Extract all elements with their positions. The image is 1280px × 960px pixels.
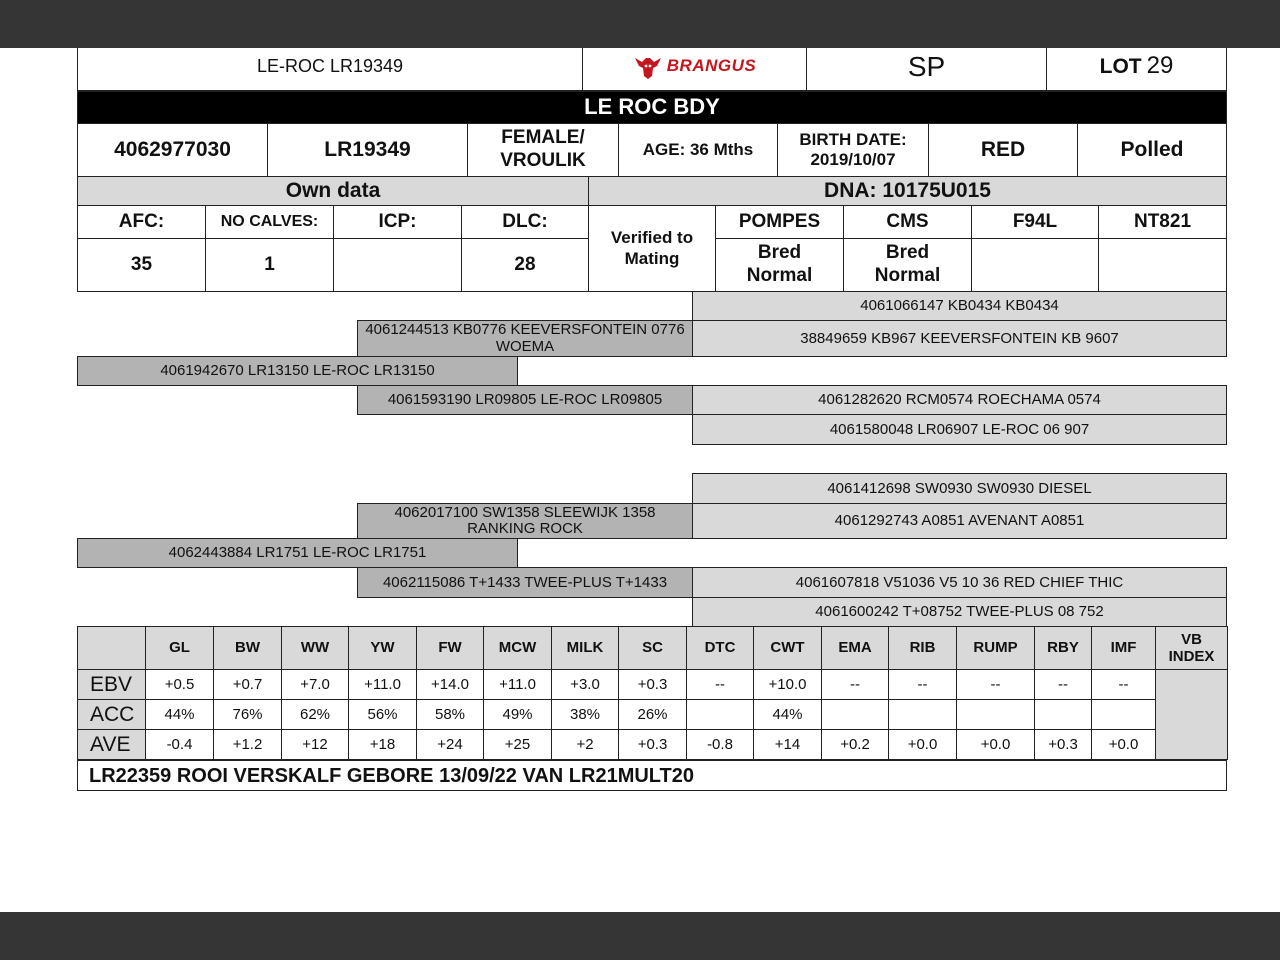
ave-cell: +0.0 — [889, 730, 957, 760]
ave-cell: +1.2 — [214, 730, 282, 760]
age-cell — [618, 123, 778, 177]
age: AGE: 36 Mths — [642, 139, 754, 159]
ave-cell: +14 — [754, 730, 822, 760]
ebv-cell: -- — [822, 670, 889, 700]
brand-logo-cell — [582, 48, 807, 91]
bull-head-icon — [633, 54, 663, 80]
pedigree-sire-sire-dam: 38849659 KB967 KEEVERSFONTEIN KB 9607 — [692, 320, 1227, 357]
verified-line1: Verified to — [610, 228, 694, 248]
pedigree-sire-dam-sire: 4061282620 RCM0574 ROECHAMA 0574 — [692, 385, 1227, 415]
vb-index-header: VB INDEX — [1156, 627, 1228, 670]
acc-row — [78, 700, 1228, 730]
ebv-table — [77, 626, 1228, 760]
ave-cell: +0.3 — [619, 730, 687, 760]
column-header: WW — [282, 627, 349, 670]
dna-header — [588, 176, 1227, 206]
acc-cell: 49% — [484, 700, 552, 730]
dna-test-name: NT821 — [1098, 205, 1227, 239]
row-label: AVE — [78, 730, 146, 760]
ave-row — [78, 730, 1228, 760]
ave-cell: +0.2 — [822, 730, 889, 760]
afc-label: AFC: — [118, 210, 165, 232]
column-header: MCW — [484, 627, 552, 670]
horn-status: Polled — [1120, 138, 1184, 162]
dna-test-name: F94L — [971, 205, 1099, 239]
pedigree-sire-dam: 4061593190 LR09805 LE-ROC LR09805 — [357, 385, 693, 415]
column-header: RIB — [889, 627, 957, 670]
dlc-value: 28 — [514, 253, 536, 275]
ebv-cell: +11.0 — [484, 670, 552, 700]
pedigree-dam-dam-dam: 4061600242 T+08752 TWEE-PLUS 08 752 — [692, 597, 1227, 627]
pedigree-sire-dam-dam: 4061580048 LR06907 LE-ROC 06 907 — [692, 414, 1227, 445]
grade: SP — [907, 50, 946, 82]
animal-id: 4062977030 — [114, 138, 231, 162]
acc-cell: 62% — [282, 700, 349, 730]
icp-label: ICP: — [378, 210, 417, 232]
own-data-title: Own data — [285, 179, 381, 203]
lot-number: 29 — [1146, 52, 1174, 80]
ebv-cell: +14.0 — [417, 670, 484, 700]
pedigree-dam-dam: 4062115086 T+1433 TWEE-PLUS T+1433 — [357, 567, 693, 598]
ebv-cell: -- — [957, 670, 1035, 700]
ave-cell: +0.0 — [957, 730, 1035, 760]
ebv-row — [78, 670, 1228, 700]
animal-tag-cell — [267, 123, 468, 177]
seller-id: LE-ROC LR19349 — [256, 55, 404, 76]
pedigree-dam-sire-sire: 4061412698 SW0930 SW0930 DIESEL — [692, 473, 1227, 504]
acc-cell: 38% — [552, 700, 619, 730]
column-header: IMF — [1092, 627, 1156, 670]
color-cell — [928, 123, 1078, 177]
column-header: YW — [349, 627, 417, 670]
ebv-cell: -- — [1035, 670, 1092, 700]
dna-title: DNA: 10175U015 — [824, 179, 991, 203]
calves-value: 1 — [264, 253, 275, 275]
seller-id-cell — [77, 48, 583, 91]
acc-cell — [1092, 700, 1156, 730]
pedigree-sire-sire-sire: 4061066147 KB0434 KB0434 — [692, 291, 1227, 321]
note-cell — [77, 760, 1227, 791]
animal-tag: LR19349 — [324, 138, 411, 162]
horn-cell — [1077, 123, 1227, 177]
corner-cell — [78, 627, 146, 670]
grade-cell — [806, 48, 1047, 91]
ebv-cell: -- — [1092, 670, 1156, 700]
acc-cell: 44% — [754, 700, 822, 730]
ave-cell: +25 — [484, 730, 552, 760]
birth-date: 2019/10/07 — [810, 150, 896, 169]
dna-test-name: POMPES — [715, 205, 844, 239]
verified-cell — [588, 205, 716, 292]
viewer-bottom-bar — [0, 912, 1280, 960]
dna-test-result — [971, 238, 1099, 292]
column-header: BW — [214, 627, 282, 670]
afc-value-cell — [77, 238, 206, 292]
ebv-cell: +3.0 — [552, 670, 619, 700]
lot-cell — [1046, 48, 1227, 91]
acc-cell — [822, 700, 889, 730]
pedigree-sire: 4061942670 LR13150 LE-ROC LR13150 — [77, 356, 518, 386]
ebv-cell: +0.7 — [214, 670, 282, 700]
ebv-cell: -- — [889, 670, 957, 700]
acc-cell — [889, 700, 957, 730]
column-header: EMA — [822, 627, 889, 670]
pedigree-dam-dam-sire: 4061607818 V51036 V5 10 36 RED CHIEF THIC — [692, 567, 1227, 598]
ave-cell: +24 — [417, 730, 484, 760]
dna-test-result: Bred Normal — [843, 238, 972, 292]
verified-line2: Mating — [624, 248, 680, 268]
ebv-cell: +11.0 — [349, 670, 417, 700]
ebv-cell: +0.5 — [146, 670, 214, 700]
column-header: DTC — [687, 627, 754, 670]
sex-line1: FEMALE/ — [501, 127, 585, 149]
acc-cell: 44% — [146, 700, 214, 730]
note: LR22359 ROOI VERSKALF GEBORE 13/09/22 VAN LR21MULT20 — [89, 764, 694, 787]
column-header: CWT — [754, 627, 822, 670]
ave-cell: +18 — [349, 730, 417, 760]
pedigree-sire-sire: 4061244513 KB0776 KEEVERSFONTEIN 0776 WOEMA — [357, 320, 693, 357]
ebv-header-row — [78, 627, 1228, 670]
ave-cell: +0.0 — [1092, 730, 1156, 760]
pedigree-dam: 4062443884 LR1751 LE-ROC LR1751 — [77, 538, 518, 568]
acc-cell — [957, 700, 1035, 730]
ave-cell: +0.3 — [1035, 730, 1092, 760]
viewer-top-bar — [0, 0, 1280, 48]
acc-cell: 58% — [417, 700, 484, 730]
ave-cell: +12 — [282, 730, 349, 760]
color: RED — [980, 138, 1026, 162]
ave-cell: -0.8 — [687, 730, 754, 760]
calves-label: NO CALVES: — [220, 213, 319, 231]
column-header: RUMP — [957, 627, 1035, 670]
ave-cell: -0.4 — [146, 730, 214, 760]
acc-cell — [687, 700, 754, 730]
catalogue-page — [0, 48, 1280, 912]
dna-test-result — [1098, 238, 1227, 292]
ebv-cell: +7.0 — [282, 670, 349, 700]
ebv-cell: -- — [687, 670, 754, 700]
acc-cell: 56% — [349, 700, 417, 730]
icp-value-cell — [333, 238, 462, 292]
birth-date-label: BIRTH DATE: — [799, 129, 907, 149]
column-header: FW — [417, 627, 484, 670]
birth-date-cell — [777, 123, 929, 177]
column-header: MILK — [552, 627, 619, 670]
brand-name: BRANGUS — [666, 56, 757, 76]
dlc-value-cell — [461, 238, 589, 292]
afc-label-cell — [77, 205, 206, 239]
dlc-label-cell — [461, 205, 589, 239]
calves-value-cell — [205, 238, 334, 292]
row-label: ACC — [78, 700, 146, 730]
column-header: GL — [146, 627, 214, 670]
dlc-label: DLC: — [502, 210, 548, 232]
animal-id-cell — [77, 123, 268, 177]
lot-label: LOT — [1099, 54, 1142, 78]
acc-cell: 26% — [619, 700, 687, 730]
column-header: SC — [619, 627, 687, 670]
acc-cell: 76% — [214, 700, 282, 730]
sex-cell — [467, 123, 619, 177]
ebv-cell: +0.3 — [619, 670, 687, 700]
ebv-cell: +10.0 — [754, 670, 822, 700]
animal-name: LE ROC BDY — [584, 94, 720, 120]
afc-value: 35 — [130, 253, 153, 275]
ave-cell: +2 — [552, 730, 619, 760]
calves-label-cell — [205, 205, 334, 239]
own-data-header — [77, 176, 589, 206]
brangus-logo — [633, 54, 756, 80]
column-header: RBY — [1035, 627, 1092, 670]
dna-test-result: Bred Normal — [715, 238, 844, 292]
pedigree-dam-sire-dam: 4061292743 A0851 AVENANT A0851 — [692, 503, 1227, 539]
pedigree-dam-sire: 4062017100 SW1358 SLEEWIJK 1358 RANKING ROCK — [357, 503, 693, 539]
animal-name-bar — [77, 91, 1227, 124]
icp-label-cell — [333, 205, 462, 239]
row-label: EBV — [78, 670, 146, 700]
vb-index-value — [1156, 670, 1228, 760]
dna-test-name: CMS — [843, 205, 972, 239]
sex-line2: VROULIK — [500, 150, 586, 171]
acc-cell — [1035, 700, 1092, 730]
